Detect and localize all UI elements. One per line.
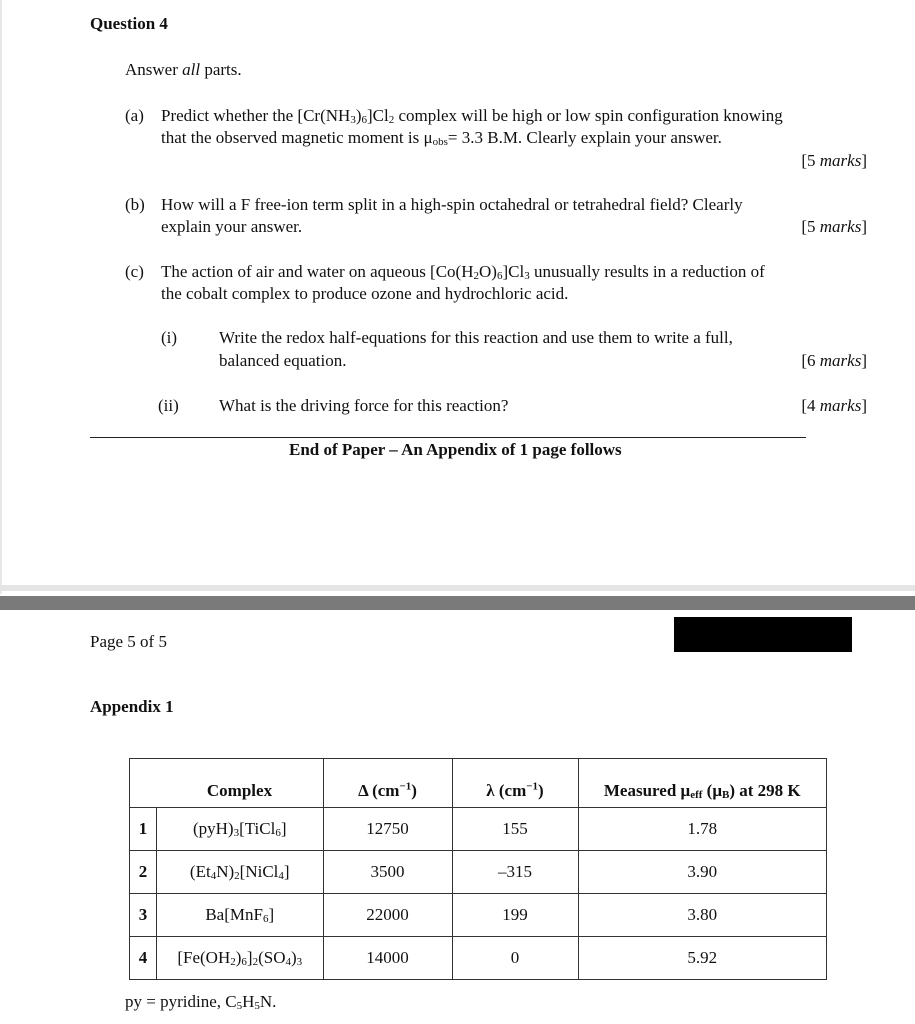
appendix-title: Appendix 1 xyxy=(90,697,174,716)
page-shadow xyxy=(0,585,915,591)
page-edge xyxy=(0,0,2,594)
row-delta: 22000 xyxy=(323,894,452,937)
page-number: Page 5 of 5 xyxy=(90,632,167,651)
row-delta: 3500 xyxy=(323,851,452,894)
part-c-ii-label: (ii) xyxy=(158,396,179,415)
part-c-line1: The action of air and water on aqueous $[Co(H_2O)_6]Cl_3$ unusually results in a reduction of xyxy=(161,262,765,282)
part-b-label: (b) xyxy=(125,195,145,214)
row-mu: 5.92 xyxy=(578,937,827,980)
part-b-line1: How will a F free-ion term split in a high-spin octahedral or tetrahedral field? Clearly xyxy=(161,195,743,214)
part-c-i-line2: balanced equation. xyxy=(219,351,347,370)
row-index: 2 xyxy=(130,851,157,894)
table-row xyxy=(130,937,827,980)
row-lambda: –315 xyxy=(452,851,578,894)
table-row xyxy=(130,851,827,894)
row-lambda: 155 xyxy=(452,808,578,851)
row-mu: 3.90 xyxy=(578,851,827,894)
row-complex: Ba[MnF$_6$] xyxy=(157,894,324,937)
row-complex: $(pyH)_3[TiCl_6]$ xyxy=(157,808,324,851)
part-a-marks: [5 marks] xyxy=(801,151,867,170)
appendix-table xyxy=(129,758,827,980)
part-b-marks: [5 marks] xyxy=(801,217,867,236)
part-c-ii-marks: [4 marks] xyxy=(801,396,867,415)
header-complex: Complex xyxy=(157,759,324,808)
part-c-ii-line1: What is the driving force for this reaction? xyxy=(219,396,509,415)
part-c-i-line1: Write the redox half-equations for this reaction and use them to write a full, xyxy=(219,328,733,347)
end-of-paper: End of Paper – An Appendix of 1 page follows xyxy=(289,440,622,459)
question-title: Question 4 xyxy=(90,14,168,33)
part-b-line2: explain your answer. xyxy=(161,217,303,236)
part-a-line2: that the observed magnetic moment is $\mu_{obs}= 3.3$ B.M. Clearly explain your answer. xyxy=(161,128,722,148)
table-row xyxy=(130,894,827,937)
part-a-label: (a) xyxy=(125,106,144,125)
row-lambda: 199 xyxy=(452,894,578,937)
header-index xyxy=(130,759,157,808)
header-mu: Measured $\mu_{eff}$ $(\mu_B)$ at 298 K xyxy=(578,759,827,808)
header-lambda: λ $(cm^{-1})$ xyxy=(452,759,578,808)
row-index: 4 xyxy=(130,937,157,980)
table-row xyxy=(130,808,827,851)
row-delta: 12750 xyxy=(323,808,452,851)
row-index: 1 xyxy=(130,808,157,851)
redaction-box xyxy=(674,617,852,652)
end-divider-line xyxy=(90,437,806,438)
row-delta: 14000 xyxy=(323,937,452,980)
instruction: Answer all parts. xyxy=(125,60,242,79)
table-header-row xyxy=(130,759,827,808)
row-mu: 1.78 xyxy=(578,808,827,851)
appendix-note: py = pyridine, $C_5H_5N$. xyxy=(125,992,277,1012)
row-complex: $(Et_4N)_2[NiCl_4]$ xyxy=(157,851,324,894)
part-c-label: (c) xyxy=(125,262,144,281)
header-delta: Δ $(cm^{-1})$ xyxy=(323,759,452,808)
part-a-line1: Predict whether the $[Cr(NH_3)_6]Cl_2$ complex will be high or low spin configuration knowing xyxy=(161,106,783,126)
row-complex: $[Fe(OH_2)_6]_2(SO_4)_3$ xyxy=(157,937,324,980)
part-c-line2: the cobalt complex to produce ozone and hydrochloric acid. xyxy=(161,284,569,303)
row-mu: 3.80 xyxy=(578,894,827,937)
row-index: 3 xyxy=(130,894,157,937)
row-lambda: 0 xyxy=(452,937,578,980)
part-c-i-marks: [6 marks] xyxy=(801,351,867,370)
page-separator xyxy=(0,596,915,610)
part-c-i-label: (i) xyxy=(161,328,178,347)
